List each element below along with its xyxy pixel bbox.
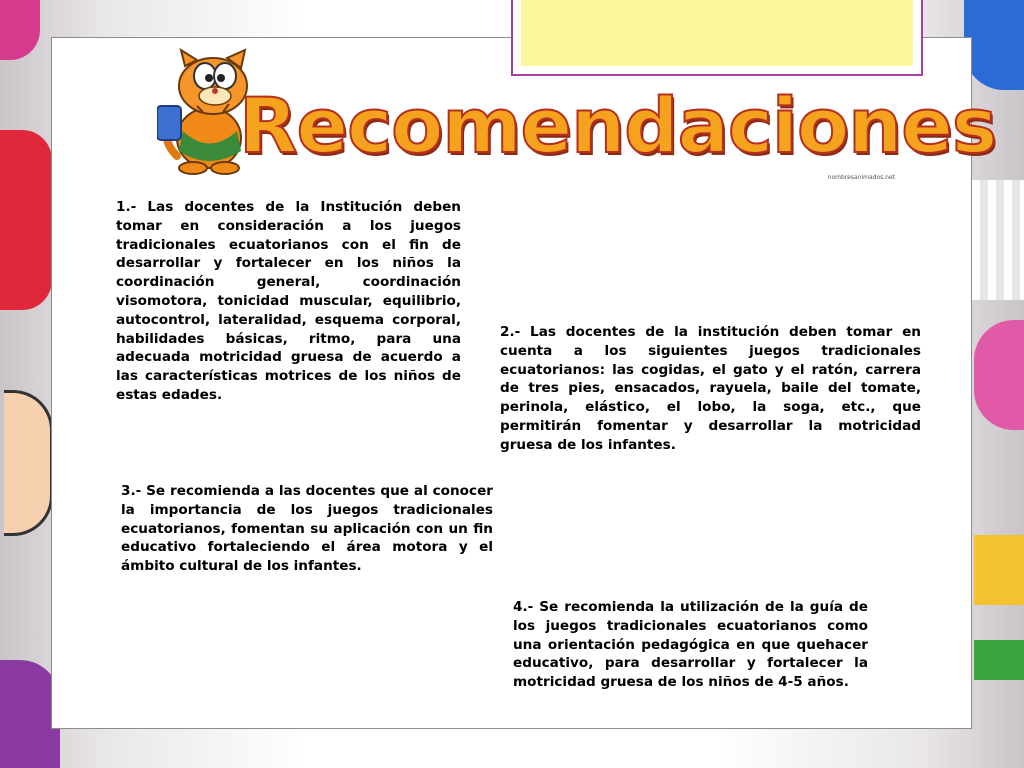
background-decoration	[974, 640, 1024, 680]
background-decoration	[0, 130, 52, 310]
background-decoration	[4, 390, 53, 536]
title-credit: nombresanimados.net	[827, 174, 895, 181]
recommendation-2: 2.- Las docentes de la institución deben tomar en cuenta a los siguientes juegos tradicionales ecuatorianos: las cogidas, el gato y el ratón, carrera de tres pies, ensacados, rayuela, baile del tomate, perinola, elástico, el lobo, la soga, etc., que permitirán fomentar y desarrollar la motricidad gruesa de los infantes.	[500, 324, 921, 453]
title-banner	[157, 46, 997, 184]
background-decoration	[0, 0, 40, 60]
background-decoration	[974, 320, 1024, 430]
background-decoration	[970, 180, 1024, 300]
page-title: Recomendaciones	[239, 81, 997, 170]
recommendation-3: 3.- Se recomienda a las docentes que al conocer la importancia de los juegos tradicionales ecuatorianos, fomentan su aplicación con un fin educativo fortaleciendo el área motora y el ámbito cultural de los infantes.	[121, 483, 493, 575]
recommendation-1: 1.- Las docentes de la Institución deben tomar en consideración a los juegos tradicionales ecuatorianos con el fin de desarrollar y fortalecer en los niños la coordinación general, coordinación visomotora, tonicidad muscular, equilibrio, autocontrol, lateralidad, esquema corporal, habilidades básicas, ritmo, para una adecuada motricidad gruesa de acuerdo a las características motrices de los niños de estas edades.	[116, 199, 461, 403]
background-decoration	[964, 0, 1024, 90]
background-decoration	[974, 535, 1024, 605]
recommendation-4: 4.- Se recomienda la utilización de la guía de los juegos tradicionales ecuatorianos como una orientación pedagógica en que quehacer educativo, para desarrollar y fortalecer la motricidad gruesa de los niños de 4-5 años.	[513, 599, 868, 691]
